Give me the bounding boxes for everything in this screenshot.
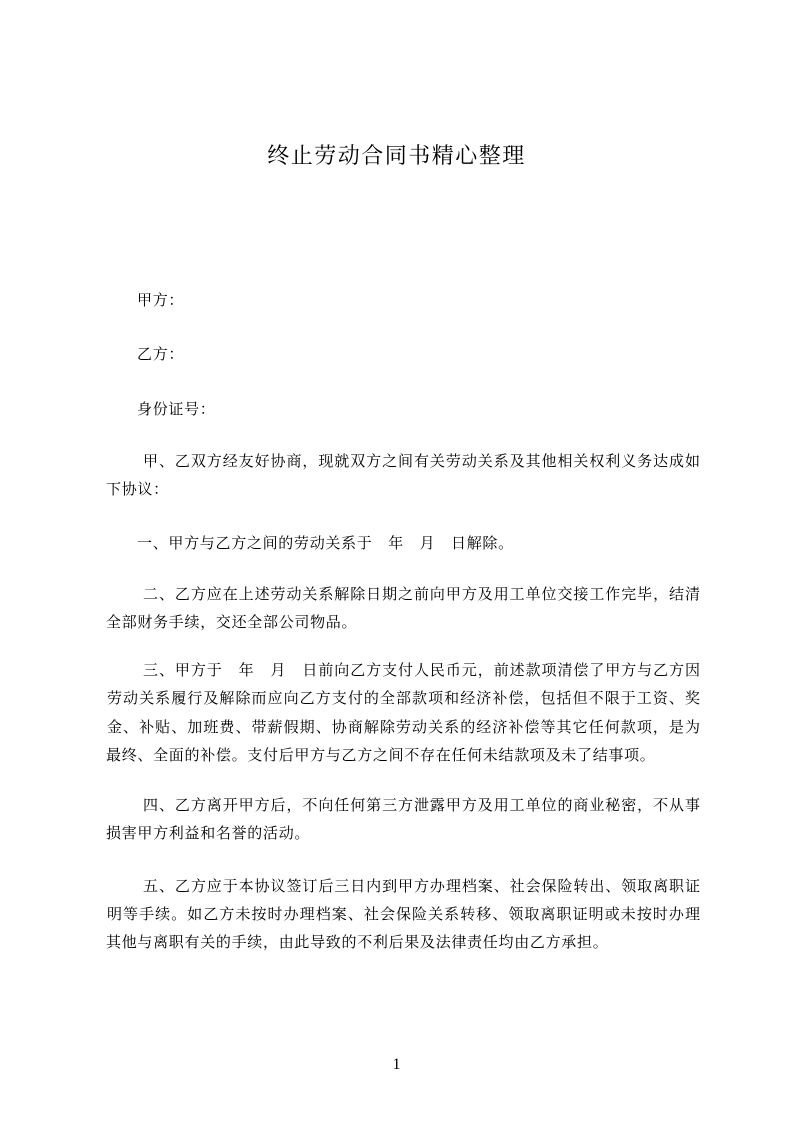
paragraph-line: 最终、全面的补偿。支付后甲方与乙方之间不存在任何未结款项及未了结事项。 <box>106 746 656 764</box>
paragraph-line: 三、甲方于 年 月 日前向乙方支付人民币元，前述款项清偿了甲方与乙方因 <box>143 661 700 679</box>
paragraph-line: 损害甲方利益和名誉的活动。 <box>106 824 311 842</box>
paragraph-line: 其他与离职有关的手续，由此导致的不利后果及法律责任均由乙方承担。 <box>106 933 609 951</box>
paragraph-line: 一、甲方与乙方之间的劳动关系于 年 月 日解除。 <box>137 534 514 552</box>
party-a-label: 甲方： <box>137 291 185 309</box>
paragraph-line: 下协议： <box>106 480 169 498</box>
paragraph-line: 明等手续。如乙方未按时办理档案、社会保险关系转移、领取离职证明或未按时办理 <box>107 905 700 923</box>
document-title: 终止劳动合同书精心整理 <box>267 144 526 169</box>
paragraph-line: 甲、乙双方经友好协商，现就双方之间有关劳动关系及其他相关权利义务达成如 <box>143 452 700 470</box>
paragraph-line: 金、补贴、加班费、带薪假期、协商解除劳动关系的经济补偿等其它任何款项，是为 <box>107 718 700 736</box>
paragraph-line: 二、乙方应在上述劳动关系解除日期之前向甲方及用工单位交接工作完毕，结清 <box>143 585 700 603</box>
paragraph-line: 四、乙方离开甲方后，不向任何第三方泄露甲方及用工单位的商业秘密，不从事 <box>143 796 700 814</box>
id-number-label: 身份证号： <box>137 400 216 418</box>
paragraph-line: 五、乙方应于本协议签订后三日内到甲方办理档案、社会保险转出、领取离职证 <box>143 877 700 895</box>
page-number: 1 <box>392 1056 401 1073</box>
party-b-label: 乙方： <box>137 345 185 363</box>
paragraph-line: 全部财务手续，交还全部公司物品。 <box>106 613 358 631</box>
paragraph-line: 劳动关系履行及解除而应向乙方支付的全部款项和经济补偿，包括但不限于工资、奖 <box>107 689 700 707</box>
